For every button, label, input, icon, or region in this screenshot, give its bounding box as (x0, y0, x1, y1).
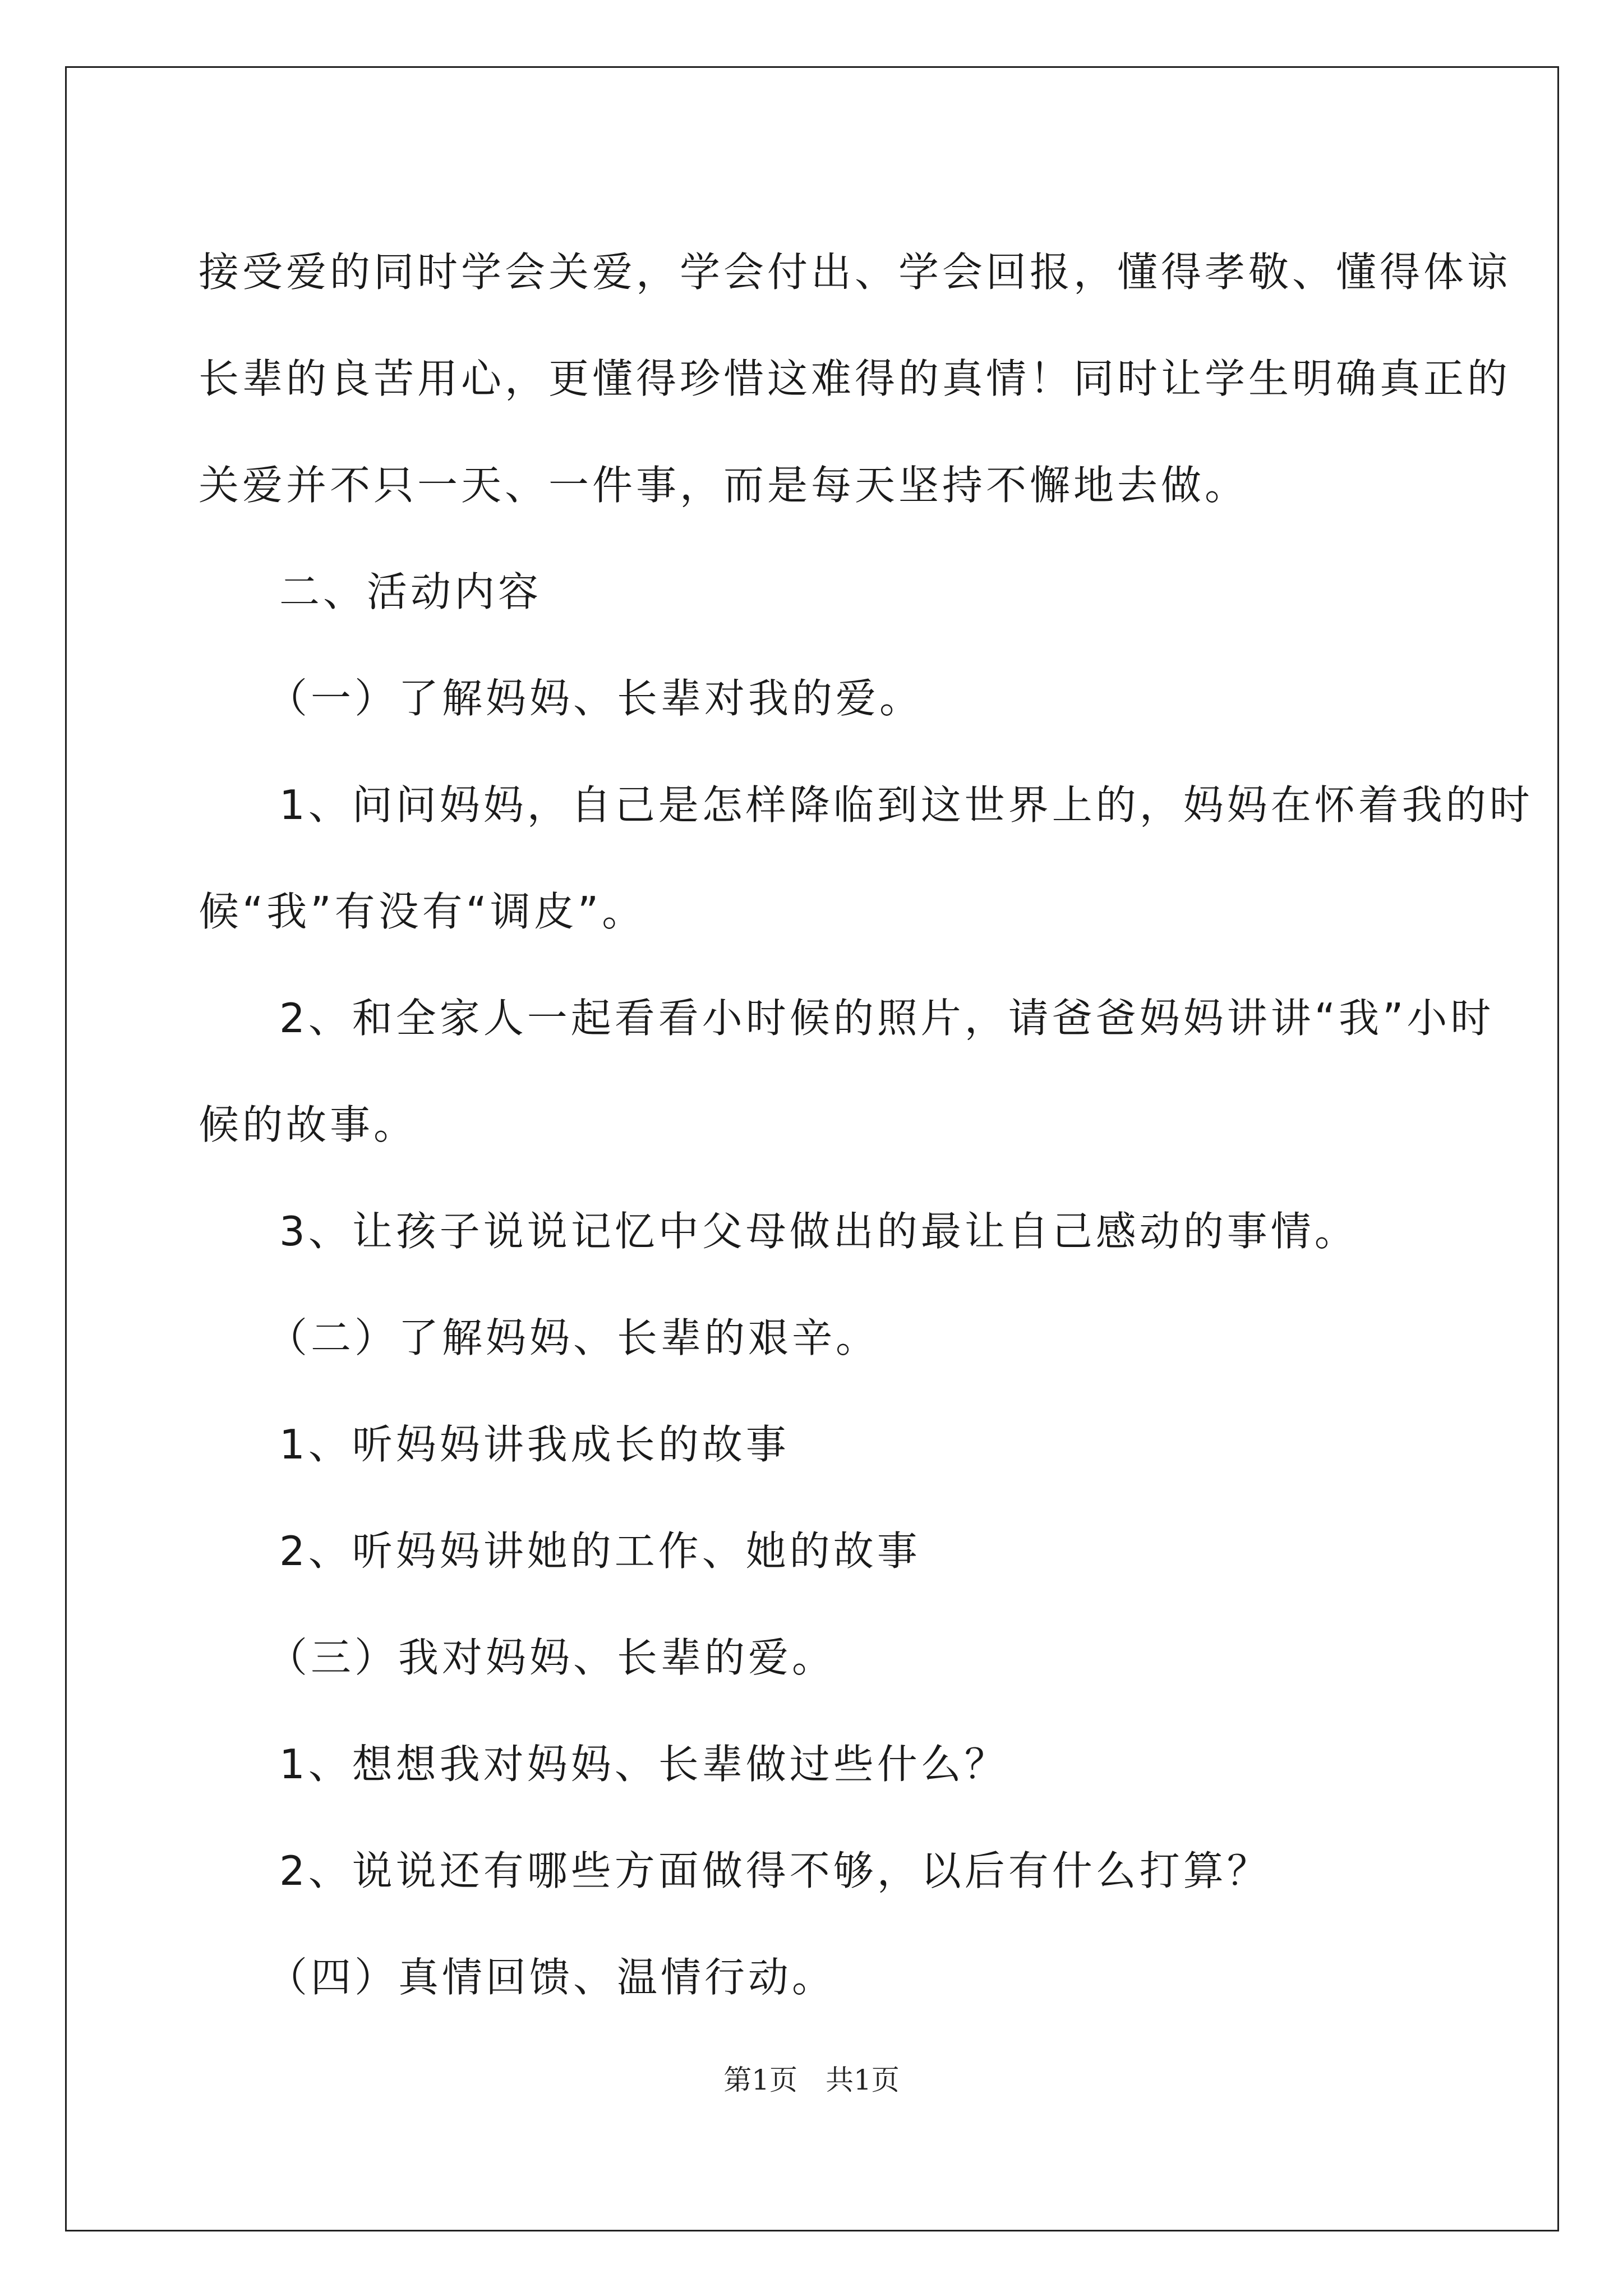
subsection-heading: （二）了解妈妈、长辈的艰辛。 (267, 1314, 880, 1361)
list-item: 1、听妈妈讲我成长的故事 (279, 1421, 790, 1468)
list-item: 2、和全家人一起看看小时候的照片，请爸爸妈妈讲讲“我”小时 (279, 995, 1495, 1042)
list-item: 3、让孩子说说记忆中父母做出的最让自己感动的事情。 (279, 1208, 1358, 1255)
subsection-heading: （四）真情回馈、温情行动。 (267, 1954, 836, 2001)
list-item: 1、问问妈妈，自己是怎样降临到这世界上的，妈妈在怀着我的时 (279, 781, 1533, 829)
list-item: 1、想想我对妈妈、长辈做过些什么？ (279, 1741, 1008, 1788)
list-item: 2、听妈妈讲她的工作、她的故事 (279, 1527, 921, 1575)
text-line: 接受爱的同时学会关爱，学会付出、学会回报，懂得孝敬、懂得体谅 (199, 249, 1511, 296)
subsection-heading: （三）我对妈妈、长辈的爱。 (267, 1634, 836, 1681)
text-line: 候的故事。 (199, 1101, 418, 1148)
subsection-heading: （一）了解妈妈、长辈对我的爱。 (267, 675, 924, 722)
list-item: 2、说说还有哪些方面做得不够，以后有什么打算？ (279, 1847, 1271, 1894)
text-line: 关爱并不只一天、一件事，而是每天坚持不懈地去做。 (199, 462, 1249, 509)
page-number-footer: 第1页 共1页 (723, 2064, 900, 2096)
text-line: 候“我”有没有“调皮”。 (199, 888, 646, 935)
document-body (199, 219, 1533, 2031)
text-line: 长辈的良苦用心，更懂得珍惜这难得的真情！同时让学生明确真正的 (199, 355, 1511, 402)
section-heading: 二、活动内容 (279, 568, 542, 615)
